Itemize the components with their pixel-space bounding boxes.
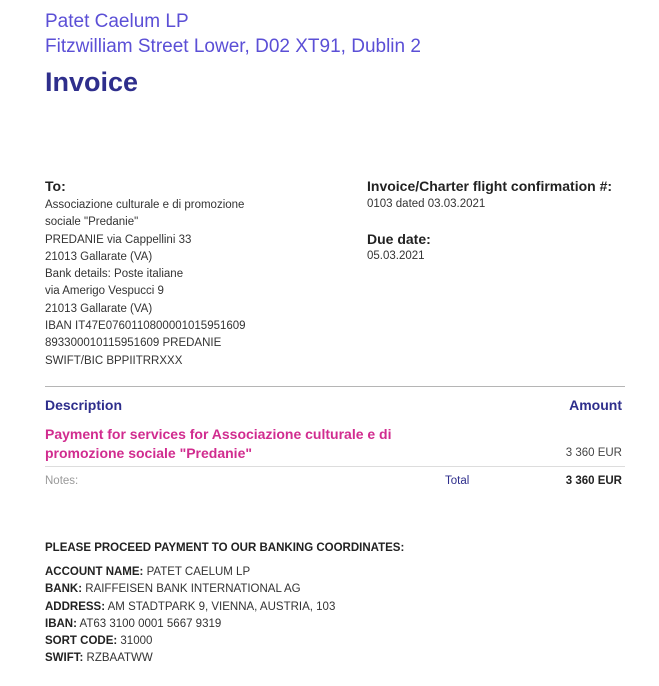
divider [45, 466, 625, 467]
swift-label: SWIFT: [45, 652, 84, 665]
iban-row [45, 616, 335, 633]
address-row [45, 599, 335, 616]
total-value: 3 360 EUR [565, 475, 622, 487]
recipient-line: 21013 Gallarate (VA) [45, 250, 153, 263]
account-name-row [45, 564, 335, 581]
recipient-line: 893300010115951609 PREDANIE [45, 337, 222, 350]
recipient-details [45, 197, 246, 370]
bank-row [45, 581, 335, 598]
sort-code-row [45, 633, 335, 650]
recipient-line: 21013 Gallarate (VA) [45, 302, 153, 315]
notes-label: Notes: [45, 475, 79, 487]
recipient-label: To: [45, 178, 66, 194]
due-date-label: Due date: [367, 231, 431, 247]
recipient-line: Associazione culturale e di promozione [45, 199, 245, 211]
recipient-line: SWIFT/BIC BPPIITRRXXX [45, 354, 183, 367]
sort-code-value: 31000 [120, 635, 153, 648]
recipient-line: PREDANIE via Cappellini 33 [45, 233, 192, 246]
confirmation-value: 0103 dated 03.03.2021 [367, 198, 486, 210]
bank-label: BANK: [45, 583, 83, 596]
total-label: Total [445, 475, 470, 487]
iban-value: AT63 3100 0001 5667 9319 [79, 617, 222, 630]
swift-value: RZBAATWW [86, 652, 153, 665]
line-item-amount: 3 360 EUR [565, 447, 622, 459]
recipient-line: Bank details: Poste italiane [45, 268, 184, 281]
payment-heading: PLEASE PROCEED PAYMENT TO OUR BANKING COORDINATES: [45, 542, 405, 554]
recipient-line: IBAN IT47E0760110800001015951609 [45, 320, 246, 333]
recipient-line: via Amerigo Vespucci 9 [45, 285, 164, 298]
due-date-value: 05.03.2021 [367, 250, 425, 262]
company-address: Fitzwilliam Street Lower, D02 XT91, Dublin 2 [45, 36, 421, 57]
line-item-description: Payment for services for Associazione culturale e di promozione sociale "Predanie" [45, 426, 392, 461]
swift-row [45, 650, 335, 667]
confirmation-label: Invoice/Charter flight confirmation #: [367, 178, 613, 194]
company-name: Patet Caelum LP [45, 11, 189, 32]
iban-label: IBAN: [45, 617, 77, 630]
amount-header: Amount [569, 397, 622, 413]
address-value: AM STADTPARK 9, VIENNA, AUSTRIA, 103 [107, 600, 336, 613]
page-title: Invoice [45, 67, 139, 97]
recipient-line: sociale "Predanie" [45, 216, 139, 229]
account-name-value: PATET CAELUM LP [146, 566, 251, 578]
divider [45, 386, 625, 387]
account-name-label: ACCOUNT NAME: [45, 566, 144, 578]
sort-code-label: SORT CODE: [45, 635, 118, 648]
banking-details [45, 564, 335, 668]
bank-value: RAIFFEISEN BANK INTERNATIONAL AG [85, 583, 301, 596]
description-header: Description [45, 397, 123, 413]
address-label: ADDRESS: [45, 600, 106, 613]
